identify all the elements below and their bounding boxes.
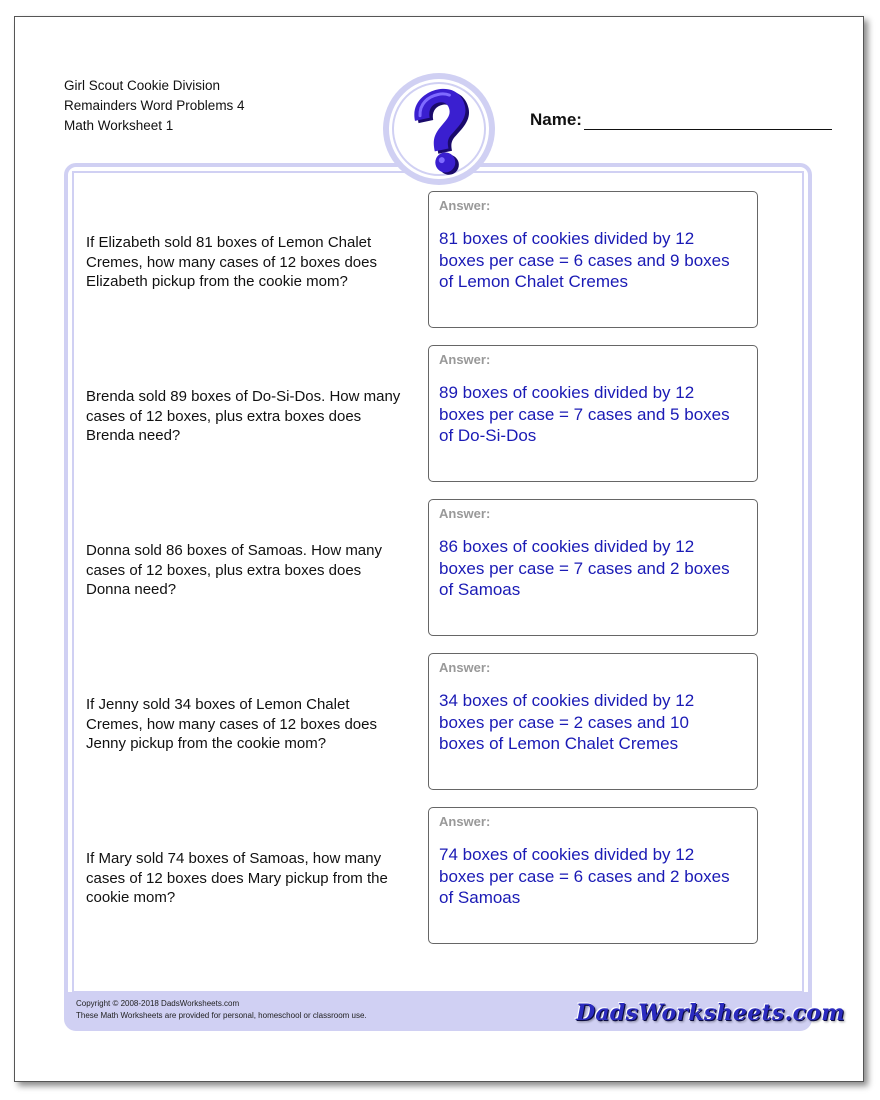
answer-label: Answer:	[439, 352, 491, 367]
question-mark-icon	[381, 71, 497, 187]
worksheet-title	[64, 76, 245, 136]
question-text: If Mary sold 74 boxes of Samoas, how many cases of 12 boxes does Mary pickup from the cookie mom?	[86, 850, 388, 906]
answer-text: 81 boxes of cookies divided by 12 boxes per case = 6 cases and 9 boxes of Lemon Chalet Cremes	[439, 229, 730, 291]
title-line-2: Remainders Word Problems 4	[64, 98, 245, 113]
answer-text: 89 boxes of cookies divided by 12 boxes per case = 7 cases and 5 boxes of Do-Si-Dos	[439, 383, 730, 445]
answer-label: Answer:	[439, 660, 491, 675]
question-text: If Jenny sold 34 boxes of Lemon Chalet Cremes, how many cases of 12 boxes does Jenny pickup from the cookie mom?	[86, 696, 377, 752]
answer-box[interactable]	[428, 345, 758, 482]
question-text: Brenda sold 89 boxes of Do-Si-Dos. How many cases of 12 boxes, plus extra boxes does Brenda need?	[86, 388, 401, 444]
answer-label: Answer:	[439, 506, 491, 521]
name-line	[584, 111, 832, 130]
answer-box[interactable]	[428, 499, 758, 636]
question-mark-badge	[381, 71, 497, 187]
answer-box[interactable]	[428, 653, 758, 790]
answer-text: 34 boxes of cookies divided by 12 boxes per case = 2 cases and 10 boxes of Lemon Chalet Cremes	[439, 691, 695, 753]
question-text: Donna sold 86 boxes of Samoas. How many cases of 12 boxes, plus extra boxes does Donna need?	[86, 542, 382, 598]
answer-box[interactable]	[428, 191, 758, 328]
answer-box[interactable]	[428, 807, 758, 944]
answer-label: Answer:	[439, 814, 491, 829]
answer-text: 86 boxes of cookies divided by 12 boxes per case = 7 cases and 2 boxes of Samoas	[439, 537, 730, 599]
name-label: Name:	[530, 110, 582, 129]
dadsworksheets-logo: DadsWorksheets.com	[576, 1000, 845, 1026]
answer-label: Answer:	[439, 198, 491, 213]
footer-text	[76, 998, 367, 1022]
usage-notice: These Math Worksheets are provided for personal, homeschool or classroom use.	[76, 1011, 367, 1020]
name-field	[530, 110, 832, 130]
answer-text: 74 boxes of cookies divided by 12 boxes per case = 6 cases and 2 boxes of Samoas	[439, 845, 730, 907]
title-line-1: Girl Scout Cookie Division	[64, 78, 221, 93]
title-line-3: Math Worksheet 1	[64, 118, 174, 133]
copyright-text: Copyright © 2008-2018 DadsWorksheets.com	[76, 999, 240, 1008]
question-text: If Elizabeth sold 81 boxes of Lemon Chalet Cremes, how many cases of 12 boxes does Elizabeth pickup from the cookie mom?	[86, 234, 377, 290]
